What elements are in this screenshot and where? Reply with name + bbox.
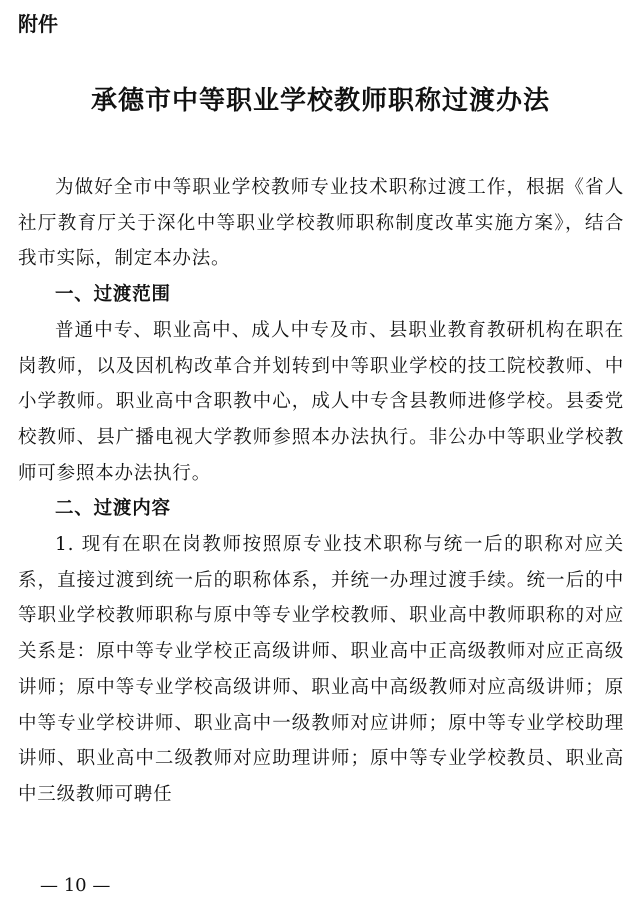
section2-paragraph: 1. 现有在职在岗教师按照原专业技术职称与统一后的职称对应关系，直接过渡到统一后的职称体系，并统一办理过渡手续。统一后的中等职业学校教师职称与原中等专业学校教师、职业高中教师职称的对应关系是：原中等专业学校正高级讲师、职业高中正高级教师对应正高级讲师；原中等专业学校高级讲师、职业高中高级教师对应高级讲师；原中等专业学校讲师、职业高中一级教师对应讲师；原中等专业学校助理讲师、职业高中二级教师对应助理讲师；原中等专业学校教员、职业高中三级教师可聘任	[18, 534, 624, 805]
section1-paragraph: 普通中专、职业高中、成人中专及市、县职业教育教研机构在职在岗教师，以及因机构改革合并划转到中等职业学校的技工院校教师、中小学教师。职业高中含职教中心，成人中专含县教师进修学校。县委党校教师、县广播电视大学教师参照本办法执行。非公办中等职业学校教师可参照本办法执行。	[18, 319, 624, 484]
intro-paragraph: 为做好全市中等职业学校教师专业技术职称过渡工作，根据《省人社厅教育厅关于深化中等职业学校教师职称制度改革实施方案》，结合我市实际，制定本办法。	[18, 177, 624, 270]
document-title: 承德市中等职业学校教师职称过渡办法	[90, 86, 550, 116]
page-number: — 10 —	[40, 875, 111, 896]
section1-heading: 一、过渡范围	[55, 284, 171, 306]
attachment-label: 附件	[18, 12, 58, 36]
section2-heading: 二、过渡内容	[55, 498, 171, 520]
document-body	[18, 170, 624, 813]
